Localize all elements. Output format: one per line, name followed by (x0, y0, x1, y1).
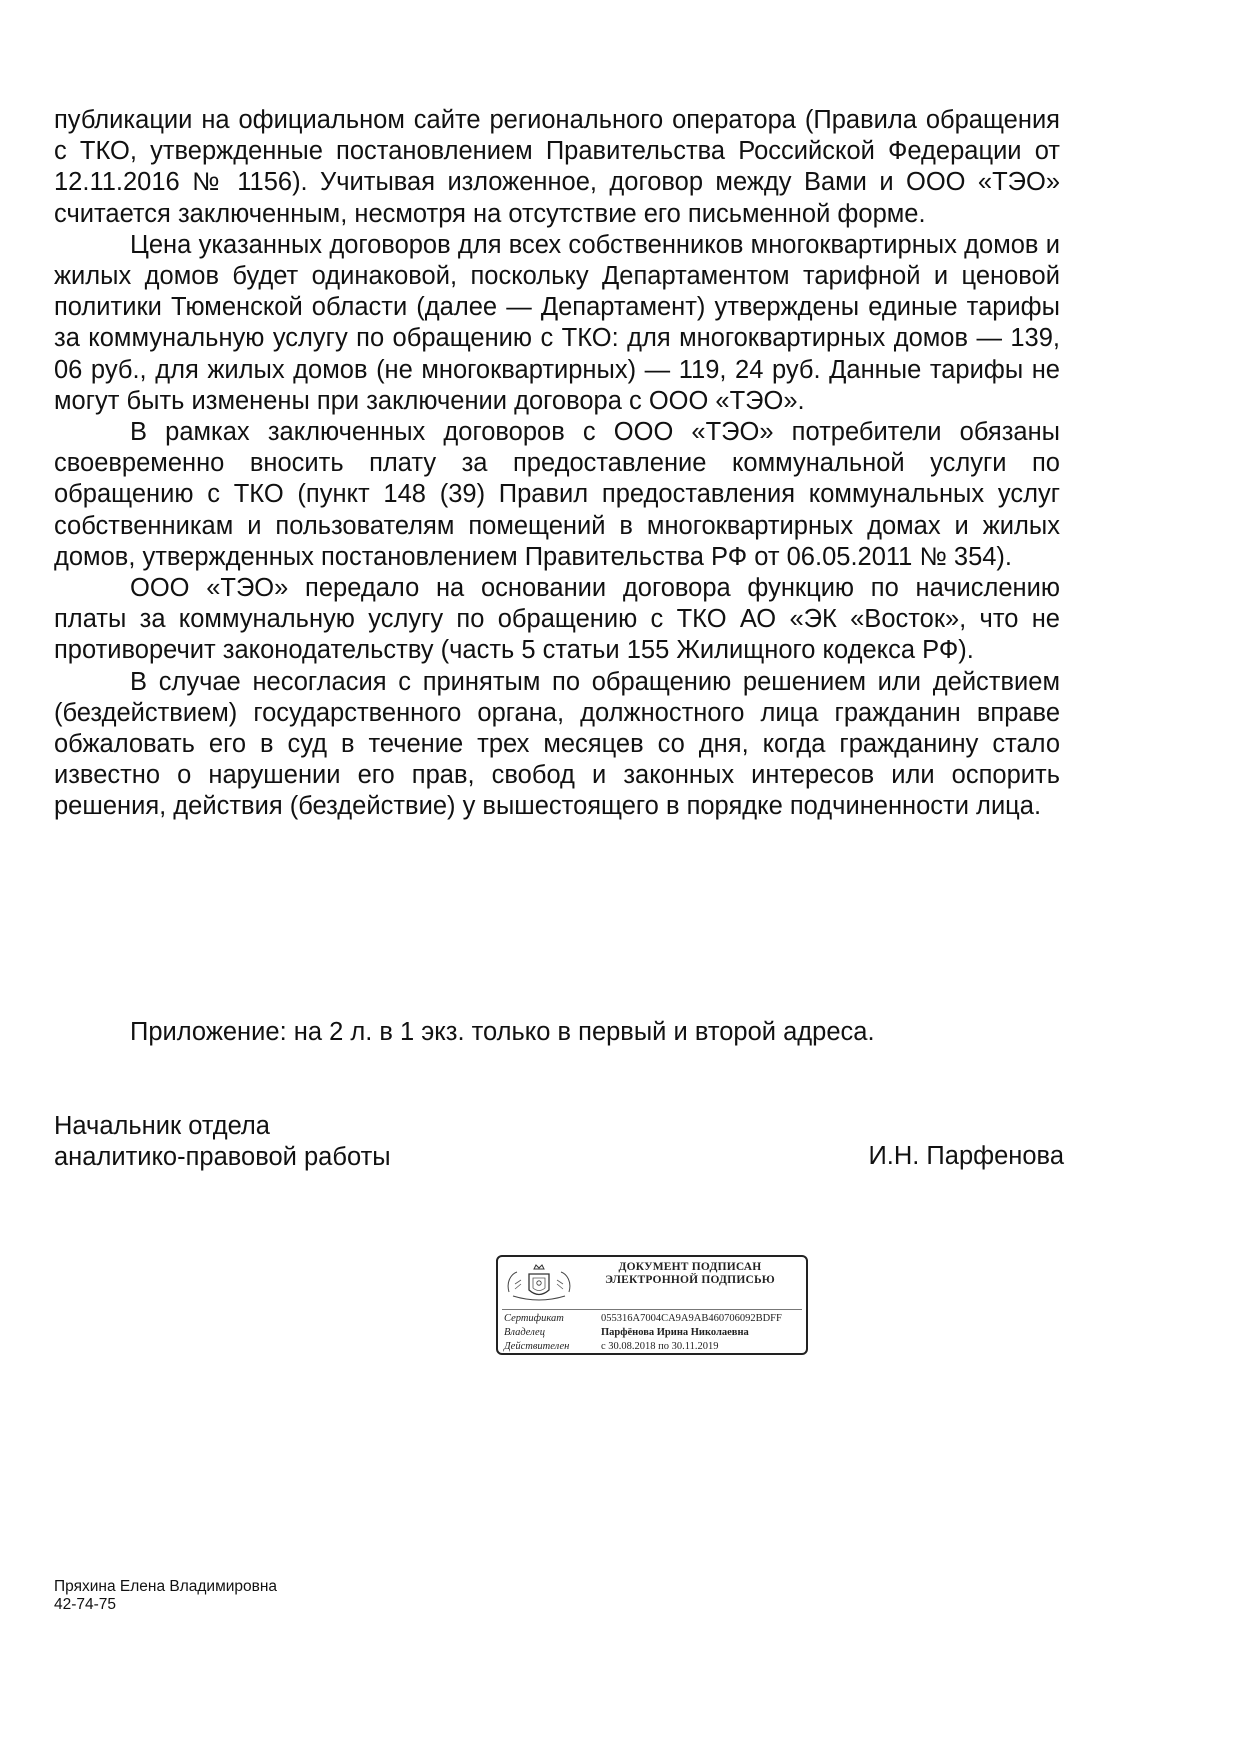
signer-position-line2: аналитико-правовой работы (54, 1143, 391, 1171)
esign-owner-value: Парфёнова Ирина Николаевна (601, 1327, 749, 1338)
executor-phone: 42-74-75 (54, 1596, 117, 1613)
esign-divider (502, 1309, 802, 1310)
esign-validity-row (504, 1340, 802, 1354)
esign-owner-row (504, 1326, 802, 1340)
esign-validity-label: Действителен (504, 1341, 570, 1352)
signer-name: И.Н. Парфенова (868, 1142, 1064, 1170)
executor-name: Пряхина Елена Владимировна (54, 1578, 278, 1595)
letter-body (54, 105, 1060, 823)
paragraph-payment-obligation: В рамках заключенных договоров с ООО «ТЭО» потребители обязаны своевременно вносить плату за предоставление коммунальной услуги по обращению с ТКО (пункт 148 (39) Правил предоставления коммунальных услуг собственникам и пользователям помещений в многоквартирных домах и жилых домов, утвержденных постановлением Правительства РФ от 06.05.2011 № 354). (54, 418, 1060, 571)
esign-owner-label: Владелец (504, 1327, 545, 1338)
executor-info (54, 1578, 277, 1614)
signer-position-line1: Начальник отдела (54, 1112, 270, 1140)
coat-of-arms-icon (503, 1262, 575, 1306)
paragraph-contract-continuation: публикации на официальном сайте регионального оператора (Правила обращения с ТКО, утвержденные постановлением Правительства Российской Федерации от 12.11.2016 № 1156). Учитывая изложенное, договор между Вами и ООО «ТЭО» считается заключенным, несмотря на отсутствие его письменной форме. (54, 106, 1060, 228)
paragraph-billing-function: ООО «ТЭО» передало на основании договора функцию по начислению платы за коммунальную услугу по обращению с ТКО АО «ЭК «Восток», что не противоречит законодательству (часть 5 статьи 155 Жилищного кодекса РФ). (54, 574, 1060, 665)
esign-details (504, 1312, 802, 1354)
paragraph-appeal-rights: В случае несогласия с принятым по обращению решением или действием (бездействием) государственного органа, должностного лица гражданин вправе обжаловать его в суд в течение трех месяцев со дня, когда гражданину стало известно о нарушении его прав, свобод и законных интересов или оспорить решения, действия (бездействие) у вышестоящего в порядке подчиненности лица. (54, 667, 1060, 821)
esign-certificate-label: Сертификат (504, 1313, 564, 1324)
signer-position (54, 1111, 391, 1173)
attachment-note: Приложение: на 2 л. в 1 экз. только в первый и второй адреса. (130, 1018, 875, 1046)
esign-certificate-row (504, 1312, 802, 1326)
esign-validity-value: с 30.08.2018 по 30.11.2019 (601, 1341, 719, 1352)
esign-header (578, 1261, 802, 1287)
esign-certificate-value: 055316A7004CA9A9AB460706092BDFF (601, 1313, 782, 1324)
esign-header-line1: ДОКУМЕНТ ПОДПИСАН (618, 1261, 762, 1273)
esign-header-line2: ЭЛЕКТРОННОЙ ПОДПИСЬЮ (605, 1274, 775, 1286)
electronic-signature-stamp (496, 1255, 808, 1355)
paragraph-tariffs: Цена указанных договоров для всех собственников многоквартирных домов и жилых домов будет одинаковой, поскольку Департаментом тарифной и ценовой политики Тюменской области (далее — Департамент) утверждены единые тарифы за коммунальную услугу по обращению с ТКО: для многоквартирных домов — 139, 06 руб., для жилых домов (не многоквартирных) — 119, 24 руб. Данные тарифы не могут быть изменены при заключении договора с ООО «ТЭО». (54, 230, 1060, 415)
